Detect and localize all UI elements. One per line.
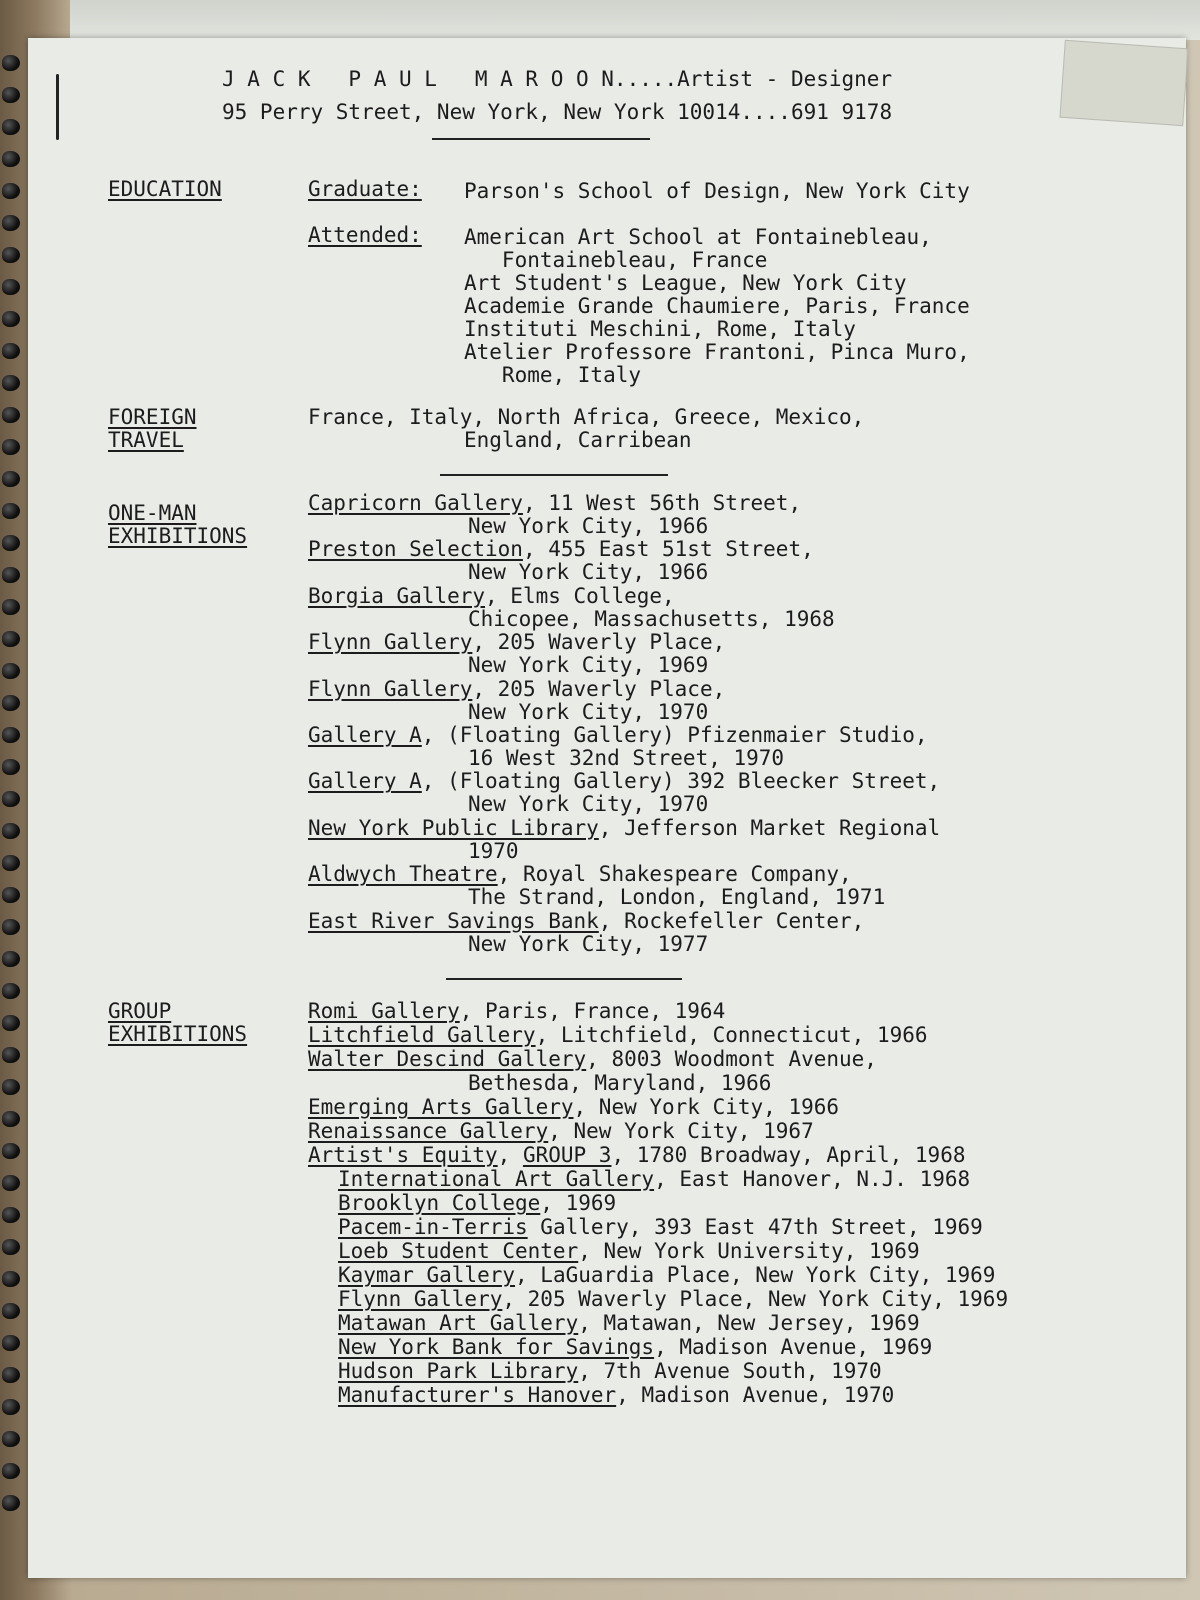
binding-ring bbox=[2, 471, 20, 487]
attended-line: Fontainebleau, France bbox=[464, 248, 768, 272]
binding-ring bbox=[2, 1111, 20, 1127]
travel-divider bbox=[440, 474, 668, 476]
group-sub-entry bbox=[338, 1264, 995, 1287]
exhibition-entry bbox=[308, 910, 864, 933]
binding-ring bbox=[2, 87, 20, 103]
binding-ring bbox=[2, 183, 20, 199]
graduate-value: Parson's School of Design, New York City bbox=[464, 179, 970, 203]
attended-line: Art Student's League, New York City bbox=[464, 271, 907, 295]
venue-detail: , New York University, 1969 bbox=[578, 1239, 920, 1263]
venue-name: GROUP 3 bbox=[522, 1143, 612, 1167]
group-sub-entry bbox=[338, 1336, 932, 1359]
binding-ring bbox=[2, 695, 20, 711]
exhibition-entry-cont bbox=[468, 933, 708, 956]
venue-detail: , 8003 Woodmont Avenue, bbox=[586, 1047, 877, 1071]
venue-detail: 16 West 32nd Street, 1970 bbox=[468, 746, 785, 770]
group-sub-entry bbox=[338, 1288, 1008, 1311]
venue-name: East River Savings Bank bbox=[308, 908, 599, 933]
section-label-education: EDUCATION bbox=[108, 177, 222, 201]
group-sub-entry bbox=[338, 1168, 970, 1191]
binding-ring bbox=[2, 535, 20, 551]
binding-ring bbox=[2, 919, 20, 935]
binding-ring bbox=[2, 1047, 20, 1063]
venue-name: Artist's Equity bbox=[308, 1143, 498, 1167]
venue-detail: , 11 West 56th Street, bbox=[522, 491, 802, 515]
venue-name: Litchfield Gallery bbox=[308, 1023, 536, 1047]
binding-ring bbox=[2, 1271, 20, 1287]
binding-ring bbox=[2, 823, 20, 839]
binding-ring bbox=[2, 599, 20, 615]
venue-detail: New York City, 1970 bbox=[468, 699, 709, 724]
exhibition-entry-cont bbox=[468, 840, 519, 863]
spiral-binding bbox=[0, 55, 30, 1525]
binding-ring bbox=[2, 439, 20, 455]
attended-label: Attended: bbox=[308, 223, 422, 247]
venue-detail: 1970 bbox=[468, 838, 519, 863]
venue-detail: , Matawan, New Jersey, 1969 bbox=[578, 1311, 920, 1335]
venue-detail: , New York City, 1966 bbox=[573, 1095, 840, 1119]
group-sub-entry bbox=[338, 1192, 616, 1215]
attended-line: Academie Grande Chaumiere, Paris, France bbox=[464, 294, 970, 318]
exhibition-entry bbox=[308, 585, 675, 608]
venue-name: New York Public Library bbox=[308, 815, 599, 840]
venue-detail: , 1969 bbox=[540, 1191, 617, 1215]
section-label-group: GROUP bbox=[108, 999, 172, 1023]
binding-ring bbox=[2, 1079, 20, 1095]
exhibition-entry-cont bbox=[468, 747, 784, 770]
binding-ring bbox=[2, 1367, 20, 1383]
venue-name: Preston Selection bbox=[308, 537, 523, 562]
attended-line: Rome, Italy bbox=[464, 363, 642, 387]
venue-name: Renaissance Gallery bbox=[308, 1119, 549, 1143]
venue-name: Gallery A bbox=[308, 723, 422, 747]
plastic-sleeve bbox=[70, 0, 1200, 40]
binding-ring bbox=[2, 279, 20, 295]
section-label-foreign: FOREIGN bbox=[108, 405, 197, 429]
header-address-line: 95 Perry Street, New York, New York 10014....691 9178 bbox=[222, 100, 893, 124]
binding-ring bbox=[2, 1335, 20, 1351]
venue-detail: , Royal Shakespeare Company, bbox=[497, 862, 852, 887]
binding-ring bbox=[2, 727, 20, 743]
venue-name: New York Bank for Savings bbox=[338, 1335, 655, 1359]
travel-line: England, Carribean bbox=[464, 428, 692, 452]
group-sub-entry bbox=[338, 1384, 894, 1407]
exhibition-entry bbox=[308, 492, 801, 515]
venue-detail: , Litchfield, Connecticut, 1966 bbox=[535, 1023, 928, 1047]
binding-ring bbox=[2, 1239, 20, 1255]
venue-name: Flynn Gallery bbox=[308, 676, 473, 701]
binding-ring bbox=[2, 1463, 20, 1479]
venue-name: Pacem-in-Terris bbox=[338, 1215, 528, 1239]
group-sub-entry bbox=[338, 1312, 920, 1335]
header-name-line: J A C K P A U L M A R O O N.....Artist - Designer bbox=[222, 67, 893, 91]
binding-ring bbox=[2, 855, 20, 871]
venue-detail: , East Hanover, N.J. 1968 bbox=[654, 1167, 971, 1191]
section-label-travel: TRAVEL bbox=[108, 428, 184, 452]
binding-ring bbox=[2, 407, 20, 423]
venue-detail: New York City, 1970 bbox=[468, 792, 709, 817]
venue-detail: Gallery, 393 East 47th Street, 1969 bbox=[527, 1215, 983, 1239]
exhibition-entry bbox=[308, 817, 940, 840]
venue-name: Loeb Student Center bbox=[338, 1239, 579, 1263]
group-entry bbox=[308, 1048, 877, 1071]
group-sub-entry bbox=[338, 1216, 983, 1239]
venue-detail: New York City, 1969 bbox=[468, 653, 709, 678]
venue-name: Hudson Park Library bbox=[338, 1359, 579, 1383]
binding-ring bbox=[2, 791, 20, 807]
venue-name: Borgia Gallery bbox=[308, 583, 486, 608]
venue-detail: Bethesda, Maryland, 1966 bbox=[468, 1071, 772, 1095]
venue-name: International Art Gallery bbox=[338, 1167, 655, 1191]
binding-ring bbox=[2, 1143, 20, 1159]
group-entry bbox=[308, 1000, 725, 1023]
binding-ring bbox=[2, 215, 20, 231]
venue-detail: , New York City, 1967 bbox=[548, 1119, 814, 1143]
section-label-exhibitions: EXHIBITIONS bbox=[108, 524, 248, 548]
tape-piece bbox=[1059, 40, 1188, 126]
exhibition-entry bbox=[308, 678, 725, 701]
exhibition-entry-cont bbox=[468, 561, 708, 584]
binding-ring bbox=[2, 663, 20, 679]
binding-ring bbox=[2, 759, 20, 775]
binding-ring bbox=[2, 1431, 20, 1447]
binding-ring bbox=[2, 887, 20, 903]
venue-detail: , Rockefeller Center, bbox=[598, 908, 865, 933]
binding-ring bbox=[2, 983, 20, 999]
group-sub-entry bbox=[338, 1360, 882, 1383]
section-label-group-exhibitions: EXHIBITIONS bbox=[108, 1022, 248, 1046]
exhibition-entry-cont bbox=[468, 654, 708, 677]
group-entry bbox=[308, 1024, 928, 1047]
venue-detail: , Madison Avenue, 1969 bbox=[654, 1335, 933, 1359]
venue-name: Brooklyn College bbox=[338, 1191, 541, 1215]
venue-detail: , 205 Waverly Place, New York City, 1969 bbox=[502, 1287, 1009, 1311]
venue-name: Gallery A bbox=[308, 769, 422, 794]
binding-ring bbox=[2, 343, 20, 359]
venue-detail: Chicopee, Massachusetts, 1968 bbox=[468, 606, 835, 631]
venue-name: Flynn Gallery bbox=[338, 1287, 503, 1311]
binding-ring bbox=[2, 375, 20, 391]
venue-detail: , 455 East 51st Street, bbox=[522, 537, 814, 562]
binding-ring bbox=[2, 567, 20, 583]
exhibition-entry bbox=[308, 770, 940, 793]
venue-detail: , 205 Waverly Place, bbox=[472, 630, 726, 655]
exhibition-entry bbox=[308, 631, 725, 654]
travel-line: France, Italy, North Africa, Greece, Mexico, bbox=[308, 405, 865, 429]
group-entry-cont bbox=[468, 1072, 771, 1095]
venue-name: Kaymar Gallery bbox=[338, 1263, 516, 1287]
venue-name: Walter Descind Gallery bbox=[308, 1047, 587, 1071]
binding-ring bbox=[2, 55, 20, 71]
venue-name: Romi Gallery bbox=[308, 999, 460, 1023]
venue-name: Manufacturer's Hanover bbox=[338, 1383, 617, 1407]
venue-detail: , (Floating Gallery) 392 Bleecker Street, bbox=[421, 769, 941, 794]
exhibition-entry bbox=[308, 863, 852, 886]
venue-detail: The Strand, London, England, 1971 bbox=[468, 885, 886, 910]
venue-detail: , LaGuardia Place, New York City, 1969 bbox=[515, 1263, 996, 1287]
venue-detail: , bbox=[497, 1143, 523, 1167]
venue-detail: , Jefferson Market Regional bbox=[598, 815, 941, 840]
one-man-divider bbox=[446, 978, 682, 980]
binding-ring bbox=[2, 503, 20, 519]
exhibition-entry-cont bbox=[468, 886, 885, 909]
binding-ring bbox=[2, 1399, 20, 1415]
venue-detail: New York City, 1966 bbox=[468, 514, 709, 538]
group-entry bbox=[308, 1144, 965, 1167]
attended-line: Atelier Professore Frantoni, Pinca Muro, bbox=[464, 340, 970, 364]
exhibition-entry-cont bbox=[468, 515, 708, 538]
venue-name: Flynn Gallery bbox=[308, 630, 473, 655]
group-sub-entry bbox=[338, 1240, 920, 1263]
exhibition-entry-cont bbox=[468, 793, 708, 816]
binding-ring bbox=[2, 1303, 20, 1319]
venue-detail: , 205 Waverly Place, bbox=[472, 676, 726, 701]
binding-ring bbox=[2, 1495, 20, 1511]
venue-detail: , Elms College, bbox=[485, 583, 675, 608]
venue-detail: , 7th Avenue South, 1970 bbox=[578, 1359, 882, 1383]
venue-detail: , Madison Avenue, 1970 bbox=[616, 1383, 895, 1407]
venue-detail: , 1780 Broadway, April, 1968 bbox=[611, 1143, 966, 1167]
venue-name: Matawan Art Gallery bbox=[338, 1311, 579, 1335]
group-entry bbox=[308, 1096, 839, 1119]
section-label-one-man: ONE-MAN bbox=[108, 501, 197, 525]
venue-detail: New York City, 1966 bbox=[468, 560, 709, 585]
venue-detail: , Paris, France, 1964 bbox=[459, 999, 726, 1023]
venue-name: Emerging Arts Gallery bbox=[308, 1095, 574, 1119]
exhibition-entry bbox=[308, 724, 928, 747]
binding-ring bbox=[2, 247, 20, 263]
venue-detail: New York City, 1977 bbox=[468, 931, 709, 956]
binding-ring bbox=[2, 951, 20, 967]
pen-mark bbox=[56, 74, 59, 140]
binding-ring bbox=[2, 311, 20, 327]
graduate-label: Graduate: bbox=[308, 177, 422, 201]
header-divider bbox=[432, 138, 650, 140]
venue-name: Capricorn Gallery bbox=[308, 491, 523, 515]
venue-detail: , (Floating Gallery) Pfizenmaier Studio, bbox=[421, 723, 928, 747]
attended-line: American Art School at Fontainebleau, bbox=[464, 225, 932, 249]
binding-ring bbox=[2, 1175, 20, 1191]
exhibition-entry-cont bbox=[468, 608, 835, 631]
group-entry bbox=[308, 1120, 814, 1143]
binding-ring bbox=[2, 119, 20, 135]
binding-ring bbox=[2, 1015, 20, 1031]
venue-name: Aldwych Theatre bbox=[308, 862, 498, 887]
binding-ring bbox=[2, 151, 20, 167]
binding-ring bbox=[2, 631, 20, 647]
attended-line: Instituti Meschini, Rome, Italy bbox=[464, 317, 856, 341]
exhibition-entry-cont bbox=[468, 701, 708, 724]
exhibition-entry bbox=[308, 538, 814, 561]
binding-ring bbox=[2, 1207, 20, 1223]
